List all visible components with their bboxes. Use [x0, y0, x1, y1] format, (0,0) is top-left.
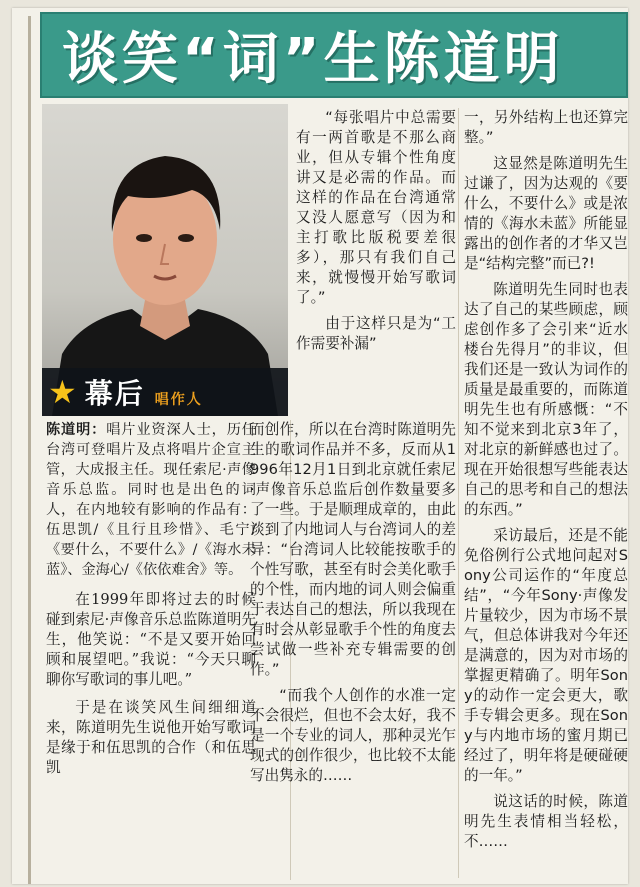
article-paragraph: 而创作，所以在台湾时陈道明先生的歌词作品并不多，反而从1996年12月1日到北京就任索尼·声像音乐总监后创作数量要多了一些。于是顺理成章的，由此谈到了内地词人与台湾词人的差异：“台湾词人比较能按歌手的个性写歌，甚至有时会美化歌手的个性，而内地的词人则会偏重于表达自己的想法，所以我现在有时会从彰显歌手个性的角度去尝试做一些补充专辑需要的创作。”	[250, 421, 456, 678]
article-paragraph: 采访最后，还是不能免俗例行公式地问起对Sony公司运作的“年度总结”，“今年Sony·声像发片量较少，因为市场不景气，但总体讲我对今年还是满意的，因为对市场的掌握更精确了。明年Sony的动作一定会更大，歌手专辑会更多。现在Sony与内地市场的蜜月期已经过了，明年将是硬碰硬的一年。”	[464, 527, 628, 784]
article-paragraph: 一，另外结构上也还算完整。”	[464, 109, 628, 146]
newspaper-page	[12, 8, 628, 884]
article-paragraph: 于是在谈笑风生间细细道来，陈道明先生说他开始写歌词是缘于和伍思凯的合作（和伍思凯	[46, 699, 256, 776]
star-icon: ★	[48, 373, 77, 411]
bio-paragraph	[46, 420, 256, 580]
article-paragraph: 这显然是陈道明先生过谦了，因为达观的《要什么，不要什么》或是浓情的《海水未蓝》所能显露出的创作者的才华又岂是“结构完整”而已?!	[464, 155, 628, 272]
article-paragraph: 由于这样只是为“工作需要补漏”	[296, 315, 456, 352]
column-3	[464, 108, 628, 852]
photo-caption-main: 幕后	[84, 377, 145, 410]
photo-caption-bar	[42, 368, 288, 416]
article-paragraph: 陈道明先生同时也表达了自己的某些顾虑，顾虑创作多了会引来“近水楼台先得月”的非议，但我们还是一致认为词作的质量是最重要的，而陈道明先生也有所感慨：“不知不觉来到北京3年了，对北京的新鲜感也过了。现在开始很想写些能表达自己的思考和自己的想法的东西。”	[464, 281, 628, 518]
article-paragraph: “每张唱片中总需要有一两首歌是不那么商业，但从专辑个性角度讲又是必需的作品。而这样的作品在台湾通常又没人愿意写（因为和主打歌比版税要差很多），那只有我们自己来，就慢慢开始写歌词了。”	[296, 109, 456, 306]
column-2-top	[296, 108, 456, 354]
headline-banner	[40, 12, 628, 98]
article-paragraph: 说这话的时候，陈道明先生表情相当轻松，不……	[464, 793, 628, 850]
portrait-photo	[42, 104, 288, 416]
column-1	[46, 420, 256, 778]
bio-name: 陈道明：	[46, 422, 107, 438]
article-paragraph: “而我个人创作的水准一定不会很烂，但也不会太好，我不是一个专业的词人，那种灵光乍现式的创作很少，也比较不太能写出隽永的……	[250, 687, 456, 784]
column-2-bottom	[250, 420, 456, 786]
margin-rule	[28, 16, 31, 884]
headline-title: 谈笑“词”生陈道明	[62, 27, 564, 92]
article-paragraph: 在1999年即将过去的时候碰到索尼·声像音乐总监陈道明先生，他笑说：“不是又要开始回顾和展望吧。”我说：“今天只聊聊你写歌词的事儿吧。”	[46, 591, 256, 688]
bio-text: 唱片业资深人士，历任台湾可登唱片及点将唱片企宣主管，大成报主任。现任索尼·声像音乐总监。同时也是出色的词人，在内地较有影响的作品有：伍思凯/《且行且珍惜》、毛宁/《要什么，不要什么》/《海水未蓝》、金海心/《依依难舍》等。	[46, 422, 256, 578]
photo-caption-sub: 唱作人	[154, 392, 203, 408]
column-divider	[458, 108, 459, 878]
